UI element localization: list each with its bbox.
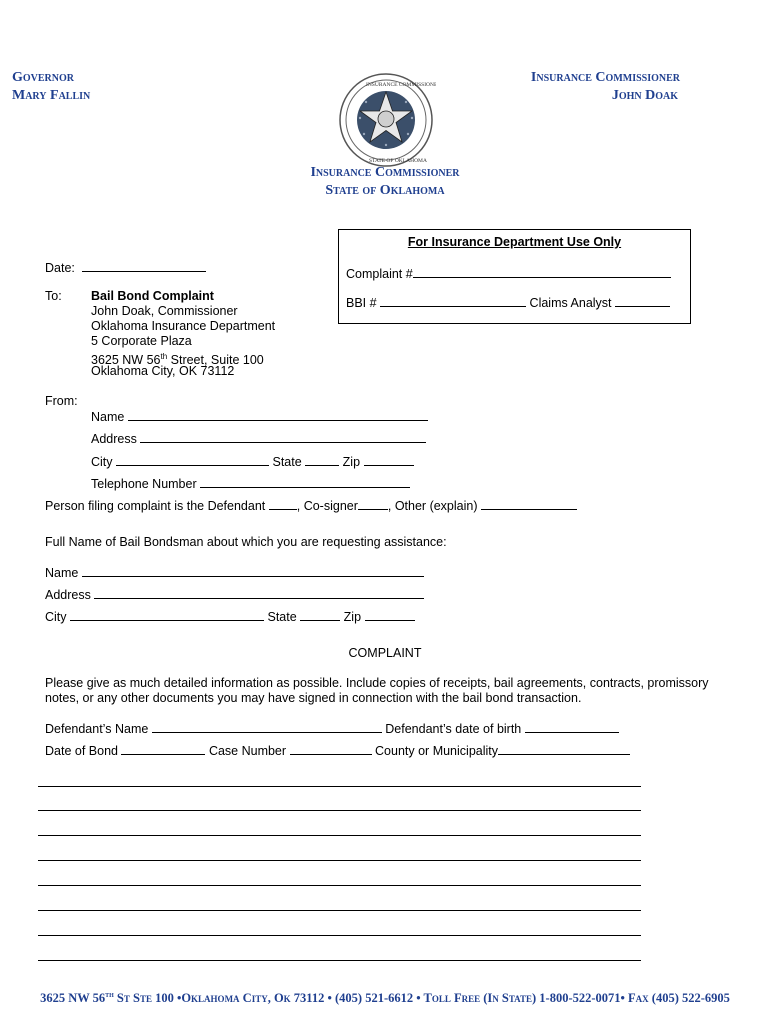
bondsman-name-label: Name (45, 566, 79, 580)
from-name-row (91, 408, 428, 425)
center-title: Insurance Commissioner (310, 165, 460, 180)
governor-label: Governor (12, 70, 75, 85)
complaint-line[interactable] (38, 885, 641, 886)
from-address-row (91, 430, 426, 447)
from-state-field[interactable] (305, 453, 339, 466)
from-name-field[interactable] (128, 408, 428, 421)
to-line4-pre: 3625 NW 56 (91, 353, 161, 368)
instructions-line2: notes, or any other documents you may have signed in connection with the bail bond transaction. (45, 691, 582, 705)
from-telephone-row (91, 475, 410, 492)
from-city-label: City (91, 455, 113, 469)
bondsman-address-row (45, 586, 424, 603)
defendant-name-label: Defendant’s Name (45, 722, 149, 736)
footer-address (0, 990, 770, 1006)
claims-analyst-label: Claims Analyst (529, 296, 612, 310)
from-city-row (91, 453, 414, 470)
defendant-row (45, 720, 619, 737)
from-label: From: (45, 394, 78, 408)
bondsman-name-field[interactable] (82, 564, 424, 577)
bondsman-address-field[interactable] (94, 586, 424, 599)
to-line4-sup: th (160, 352, 168, 361)
complaint-line[interactable] (38, 835, 641, 836)
to-label: To: (45, 289, 62, 303)
bondsman-zip-label: Zip (343, 610, 362, 624)
to-line1: John Doak, Commissioner (91, 304, 238, 318)
from-zip-field[interactable] (364, 453, 414, 466)
bondsman-name-row (45, 564, 424, 581)
from-address-field[interactable] (140, 430, 426, 443)
bondsman-city-row (45, 608, 415, 625)
defendant-field[interactable] (269, 497, 297, 510)
complaint-line[interactable] (38, 810, 641, 811)
footer-sup: th (105, 990, 114, 999)
footer-part2: St Ste 100 •Oklahoma City, Ok 73112 • (405) 521-6612 • Toll Free (In State) 1-800-522-0071• Fax (405) 522-6905 (113, 991, 730, 1006)
date-row (45, 259, 206, 276)
to-line2: Oklahoma Insurance Department (91, 319, 276, 333)
from-zip-label: Zip (342, 455, 361, 469)
cosigner-field[interactable] (358, 497, 388, 510)
commissioner-label: Insurance Commissioner (530, 70, 680, 85)
bbi-label: BBI # (346, 296, 377, 310)
date-field[interactable] (82, 259, 206, 272)
date-of-bond-field[interactable] (121, 742, 205, 755)
complaint-heading: COMPLAINT (348, 646, 422, 660)
bbi-row (346, 294, 670, 311)
from-telephone-field[interactable] (200, 475, 410, 488)
commissioner-name: John Doak (611, 88, 678, 103)
bondsman-city-label: City (45, 610, 67, 624)
to-title: Bail Bond Complaint (91, 289, 214, 303)
cosigner-label: , Co-signer (296, 499, 358, 513)
defendant-dob-field[interactable] (525, 720, 619, 733)
from-telephone-label: Telephone Number (91, 477, 197, 491)
bondsman-city-field[interactable] (70, 608, 264, 621)
date-of-bond-label: Date of Bond (45, 744, 118, 758)
claims-analyst-field[interactable] (615, 294, 670, 307)
case-number-field[interactable] (290, 742, 372, 755)
defendant-dob-label: Defendant’s date of birth (385, 722, 522, 736)
person-filing-label: Person filing complaint is the Defendant (45, 499, 266, 513)
footer-part1: 3625 NW 56 (40, 991, 106, 1006)
from-state-label: State (272, 455, 302, 469)
bbi-field[interactable] (380, 294, 526, 307)
county-field[interactable] (498, 742, 630, 755)
instructions-line1: Please give as much detailed information as possible. Include copies of receipts, bail agreements, contracts, promissory (45, 676, 709, 690)
to-line5: Oklahoma City, OK 73112 (91, 364, 235, 378)
from-name-label: Name (91, 410, 125, 424)
bondsman-heading: Full Name of Bail Bondsman about which you are requesting assistance: (45, 535, 447, 549)
complaint-line[interactable] (38, 935, 641, 936)
office-use-title: For Insurance Department Use Only (407, 235, 622, 249)
other-label: , Other (explain) (387, 499, 478, 513)
other-explain-field[interactable] (481, 497, 577, 510)
county-label: County or Municipality (375, 744, 498, 758)
state-seal-logo (336, 72, 436, 168)
bondsman-zip-field[interactable] (365, 608, 415, 621)
bondsman-state-label: State (267, 610, 297, 624)
complaint-line[interactable] (38, 960, 641, 961)
to-line4-post: Street, Suite 100 (167, 353, 264, 368)
svg-text:INSURANCE COMMISSIONER: INSURANCE COMMISSIONER (366, 82, 436, 88)
person-filing-row (45, 497, 577, 514)
complaint-number-row (346, 265, 671, 282)
bondsman-state-field[interactable] (300, 608, 340, 621)
from-city-field[interactable] (116, 453, 269, 466)
complaint-line[interactable] (38, 860, 641, 861)
case-number-label: Case Number (208, 744, 287, 758)
office-use-box (338, 229, 691, 324)
from-address-label: Address (91, 432, 137, 446)
complaint-number-label: Complaint # (346, 267, 413, 281)
complaint-line[interactable] (38, 786, 641, 787)
to-line3: 5 Corporate Plaza (91, 334, 192, 348)
date-label: Date: (45, 261, 75, 275)
complaint-line[interactable] (38, 910, 641, 911)
bond-row (45, 742, 630, 759)
bondsman-address-label: Address (45, 588, 91, 602)
center-subtitle: State of Oklahoma (325, 183, 445, 198)
svg-text:STATE OF OKLAHOMA: STATE OF OKLAHOMA (369, 158, 427, 164)
governor-name: Mary Fallin (12, 88, 91, 103)
defendant-name-field[interactable] (152, 720, 382, 733)
complaint-number-field[interactable] (413, 265, 671, 278)
